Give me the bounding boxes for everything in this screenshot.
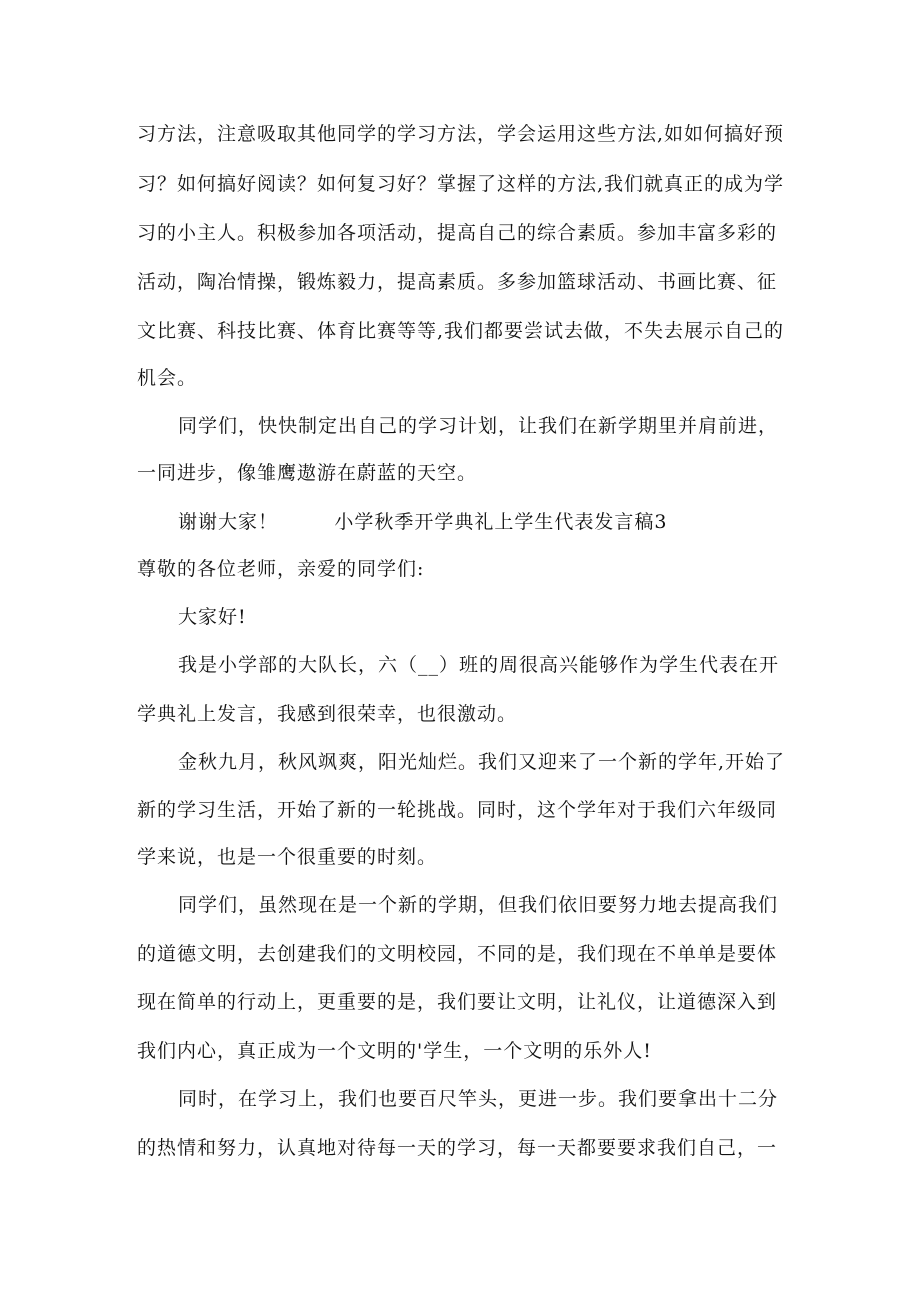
text-line: 习方法，注意吸取其他同学的学习方法，学会运用这些方法,如如何搞好预: [137, 123, 785, 145]
text-line: 学来说，也是一个很重要的时刻。: [137, 846, 438, 868]
text-line: 活动，陶冶情操，锻炼毅力，提高素质。多参加篮球活动、书画比赛、征: [137, 271, 778, 293]
text-line: 现在简单的行动上，更重要的是，我们要让文明，让礼仪，让道德深入到: [137, 991, 778, 1013]
text-line: 尊敬的各位老师，亲爱的同学们:: [137, 558, 425, 580]
text-line: 金秋九月，秋风飒爽，阳光灿烂。我们又迎来了一个新的学年,开始了: [178, 751, 786, 773]
text-line: 同学们，快快制定出自己的学习计划，让我们在新学期里并肩前进，: [178, 415, 779, 437]
text-line: 的热情和努力，认真地对待每一天的学习，每一天都要要求我们自己，一: [137, 1137, 778, 1159]
text-line: 习的小主人。积极参加各项活动，提高自己的综合素质。参加丰富多彩的: [137, 222, 778, 244]
text-line: 同时，在学习上，我们也要百尺竿头，更进一步。我们要拿出十二分: [178, 1088, 779, 1110]
text-line: 同学们，虽然现在是一个新的学期，但我们依旧要努力地去提高我们: [178, 894, 779, 916]
text-line: 机会。: [137, 367, 198, 389]
text-line: 谢谢大家！ 小学秋季开学典礼上学生代表发言稿3: [178, 511, 668, 533]
text-line: 文比赛、科技比赛、体育比赛等等,我们都要尝试去做，不失去展示自己的: [137, 320, 785, 342]
text-line: 新的学习生活，开始了新的一轮挑战。同时，这个学年对于我们六年级同: [137, 799, 778, 821]
text-line: 的道德文明，去创建我们的文明校园，不同的是，我们现在不单单是要体: [137, 943, 778, 965]
text-line: 我是小学部的大队长，六（__）班的周很高兴能够作为学生代表在开: [178, 654, 780, 676]
text-line: 一同进步，像雏鹰遨游在蔚蓝的天空。: [137, 462, 478, 484]
text-line: 大家好!: [178, 606, 247, 628]
text-line: 我们内心，真正成为一个文明的'学生，一个文明的乐外人!: [137, 1040, 652, 1062]
text-line: 学典礼上发言，我感到很荣幸，也很激动。: [137, 703, 518, 725]
text-line: 习？如何搞好阅读？如何复习好？掌握了这样的方法,我们就真正的成为学: [137, 173, 785, 195]
